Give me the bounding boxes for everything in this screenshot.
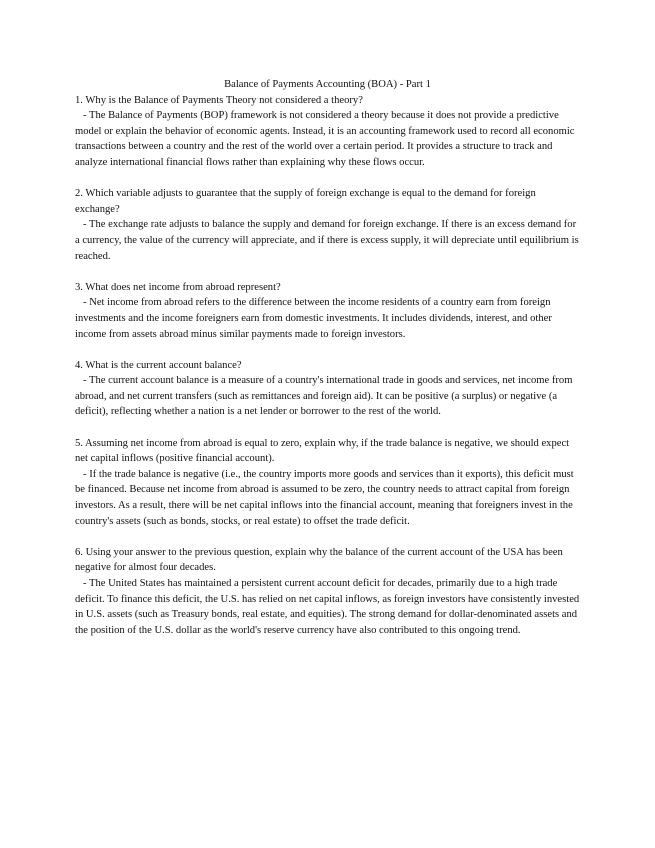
answer-text: - The exchange rate adjusts to balance the supply and demand for foreign exchange. If there is an excess demand for a currency, the value of the currency will appreciate, and if there is excess supply, it will depreciate until equilibrium is reached. xyxy=(75,217,580,264)
answer-text: - If the trade balance is negative (i.e., the country imports more goods and services than it exports), this deficit must be financed. Because net income from abroad is assumed to be zero, the country needs to attract capital from foreign investors. As a result, there will be net capital inflows into the financial account, meaning that foreigners invest in the country's assets (such as bonds, stocks, or real estate) to offset the trade deficit. xyxy=(75,467,580,529)
question-text: 1. Why is the Balance of Payments Theory not considered a theory? xyxy=(75,94,363,106)
question-text: 2. Which variable adjusts to guarantee that the supply of foreign exchange is equal to the demand for foreign exchange? xyxy=(75,188,536,215)
answer-text: - The Balance of Payments (BOP) framework is not considered a theory because it does not provide a predictive model or explain the behavior of economic agents. Instead, it is an accounting framework used to record all economic transactions between a country and the rest of the world over a certain period. It provides a structure to track and analyze international financial flows rather than explaining why these flows occur. xyxy=(75,108,580,170)
document-title: Balance of Payments Accounting (BOA) - Part 1 xyxy=(224,79,431,90)
question-text: 3. What does net income from abroad represent? xyxy=(75,281,281,293)
qa-item-1 xyxy=(75,93,580,171)
question-text: 4. What is the current account balance? xyxy=(75,359,242,371)
question-text: 6. Using your answer to the previous question, explain why the balance of the current account of the USA has been negative for almost four decades. xyxy=(75,546,563,574)
qa-item-2 xyxy=(75,186,580,264)
qa-item-4 xyxy=(75,358,580,420)
question-text: 5. Assuming net income from abroad is equal to zero, explain why, if the trade balance is negative, we should expect net capital inflows (positive financial account). xyxy=(75,437,570,465)
answer-text: - The current account balance is a measure of a country's international trade in goods and services, net income from abroad, and net current transfers (such as remittances and foreign aid). It can be positive (a surplus) or negative (a deficit), reflecting whether a nation is a net lender or borrower to the rest of the world. xyxy=(75,373,580,420)
answer-text: - Net income from abroad refers to the difference between the income residents of a country earn from foreign investments and the income foreigners earn from domestic investments. It includes dividends, interest, and other income from assets abroad minus similar payments made to foreign investors. xyxy=(75,295,580,342)
document-page xyxy=(75,77,580,638)
qa-item-6 xyxy=(75,545,580,639)
qa-item-3 xyxy=(75,280,580,342)
qa-item-5 xyxy=(75,436,580,530)
answer-text: - The United States has maintained a persistent current account deficit for decades, primarily due to a high trade deficit. To finance this deficit, the U.S. has relied on net capital inflows, as foreign investors have consistently invested in U.S. assets (such as Treasury bonds, real estate, and equities). The strong demand for dollar-denominated assets and the position of the U.S. dollar as the world's reserve currency have also contributed to this ongoing trend. xyxy=(75,576,580,638)
